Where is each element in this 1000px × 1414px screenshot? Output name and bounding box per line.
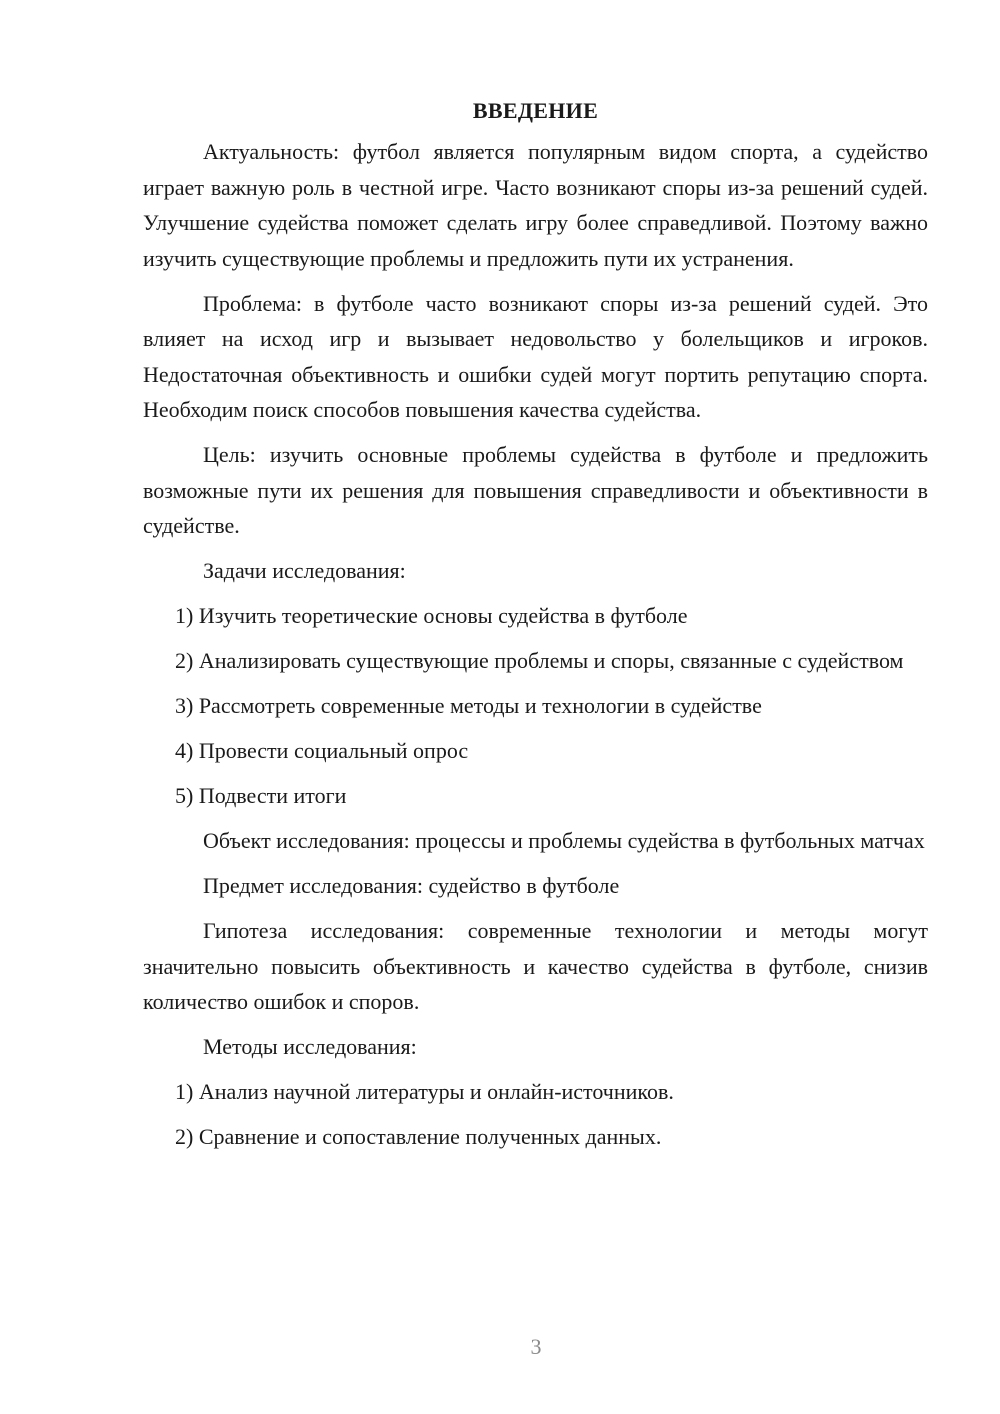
paragraph-methods-heading: Методы исследования: (203, 1034, 417, 1059)
method-item-1: 1) Анализ научной литературы и онлайн-источников. (175, 1079, 674, 1104)
paragraph-tasks-heading: Задачи исследования: (203, 558, 406, 583)
paragraph-goal: Цель: изучить основные проблемы судейства в футболе и предложить возможные пути их решения для повышения справедливости и объективности в судействе. (143, 442, 928, 538)
task-item-5: 5) Подвести итоги (175, 783, 347, 808)
task-item-4: 4) Провести социальный опрос (175, 738, 469, 763)
paragraph-object: Объект исследования: процессы и проблемы судейства в футбольных матчах (203, 828, 925, 853)
paragraph-hypothesis: Гипотеза исследования: современные технологии и методы могут значительно повысить объективность и качество судейства в футболе, снизив количество ошибок и споров. (143, 918, 928, 1014)
page-content (143, 94, 928, 1164)
task-item-2: 2) Анализировать существующие проблемы и споры, связанные с судейством (175, 648, 904, 673)
method-item-2: 2) Сравнение и сопоставление полученных данных. (175, 1124, 662, 1149)
paragraph-problem: Проблема: в футболе часто возникают споры из-за решений судей. Это влияет на исход игр и вызывает недовольство у болельщиков и игроков. Недостаточная объективность и ошибки судей могут портить репутацию спорта. Необходим поиск способов повышения качества судейства. (143, 290, 928, 422)
task-item-3: 3) Рассмотреть современные методы и технологии в судействе (175, 693, 762, 718)
page-number: 3 (530, 1334, 542, 1359)
paragraph-subject: Предмет исследования: судейство в футболе (203, 873, 620, 898)
task-item-1: 1) Изучить теоретические основы судейства в футболе (175, 603, 688, 628)
paragraph-relevance: Актуальность: футбол является популярным видом спорта, а судейство играет важную роль в честной игре. Часто возникают споры из-за решений судей. Улучшение судейства поможет сделать игру более справедливой. Поэтому важно изучить существующие проблемы и предложить пути их устранения. (143, 139, 928, 271)
section-title: ВВЕДЕНИЕ (472, 98, 599, 123)
